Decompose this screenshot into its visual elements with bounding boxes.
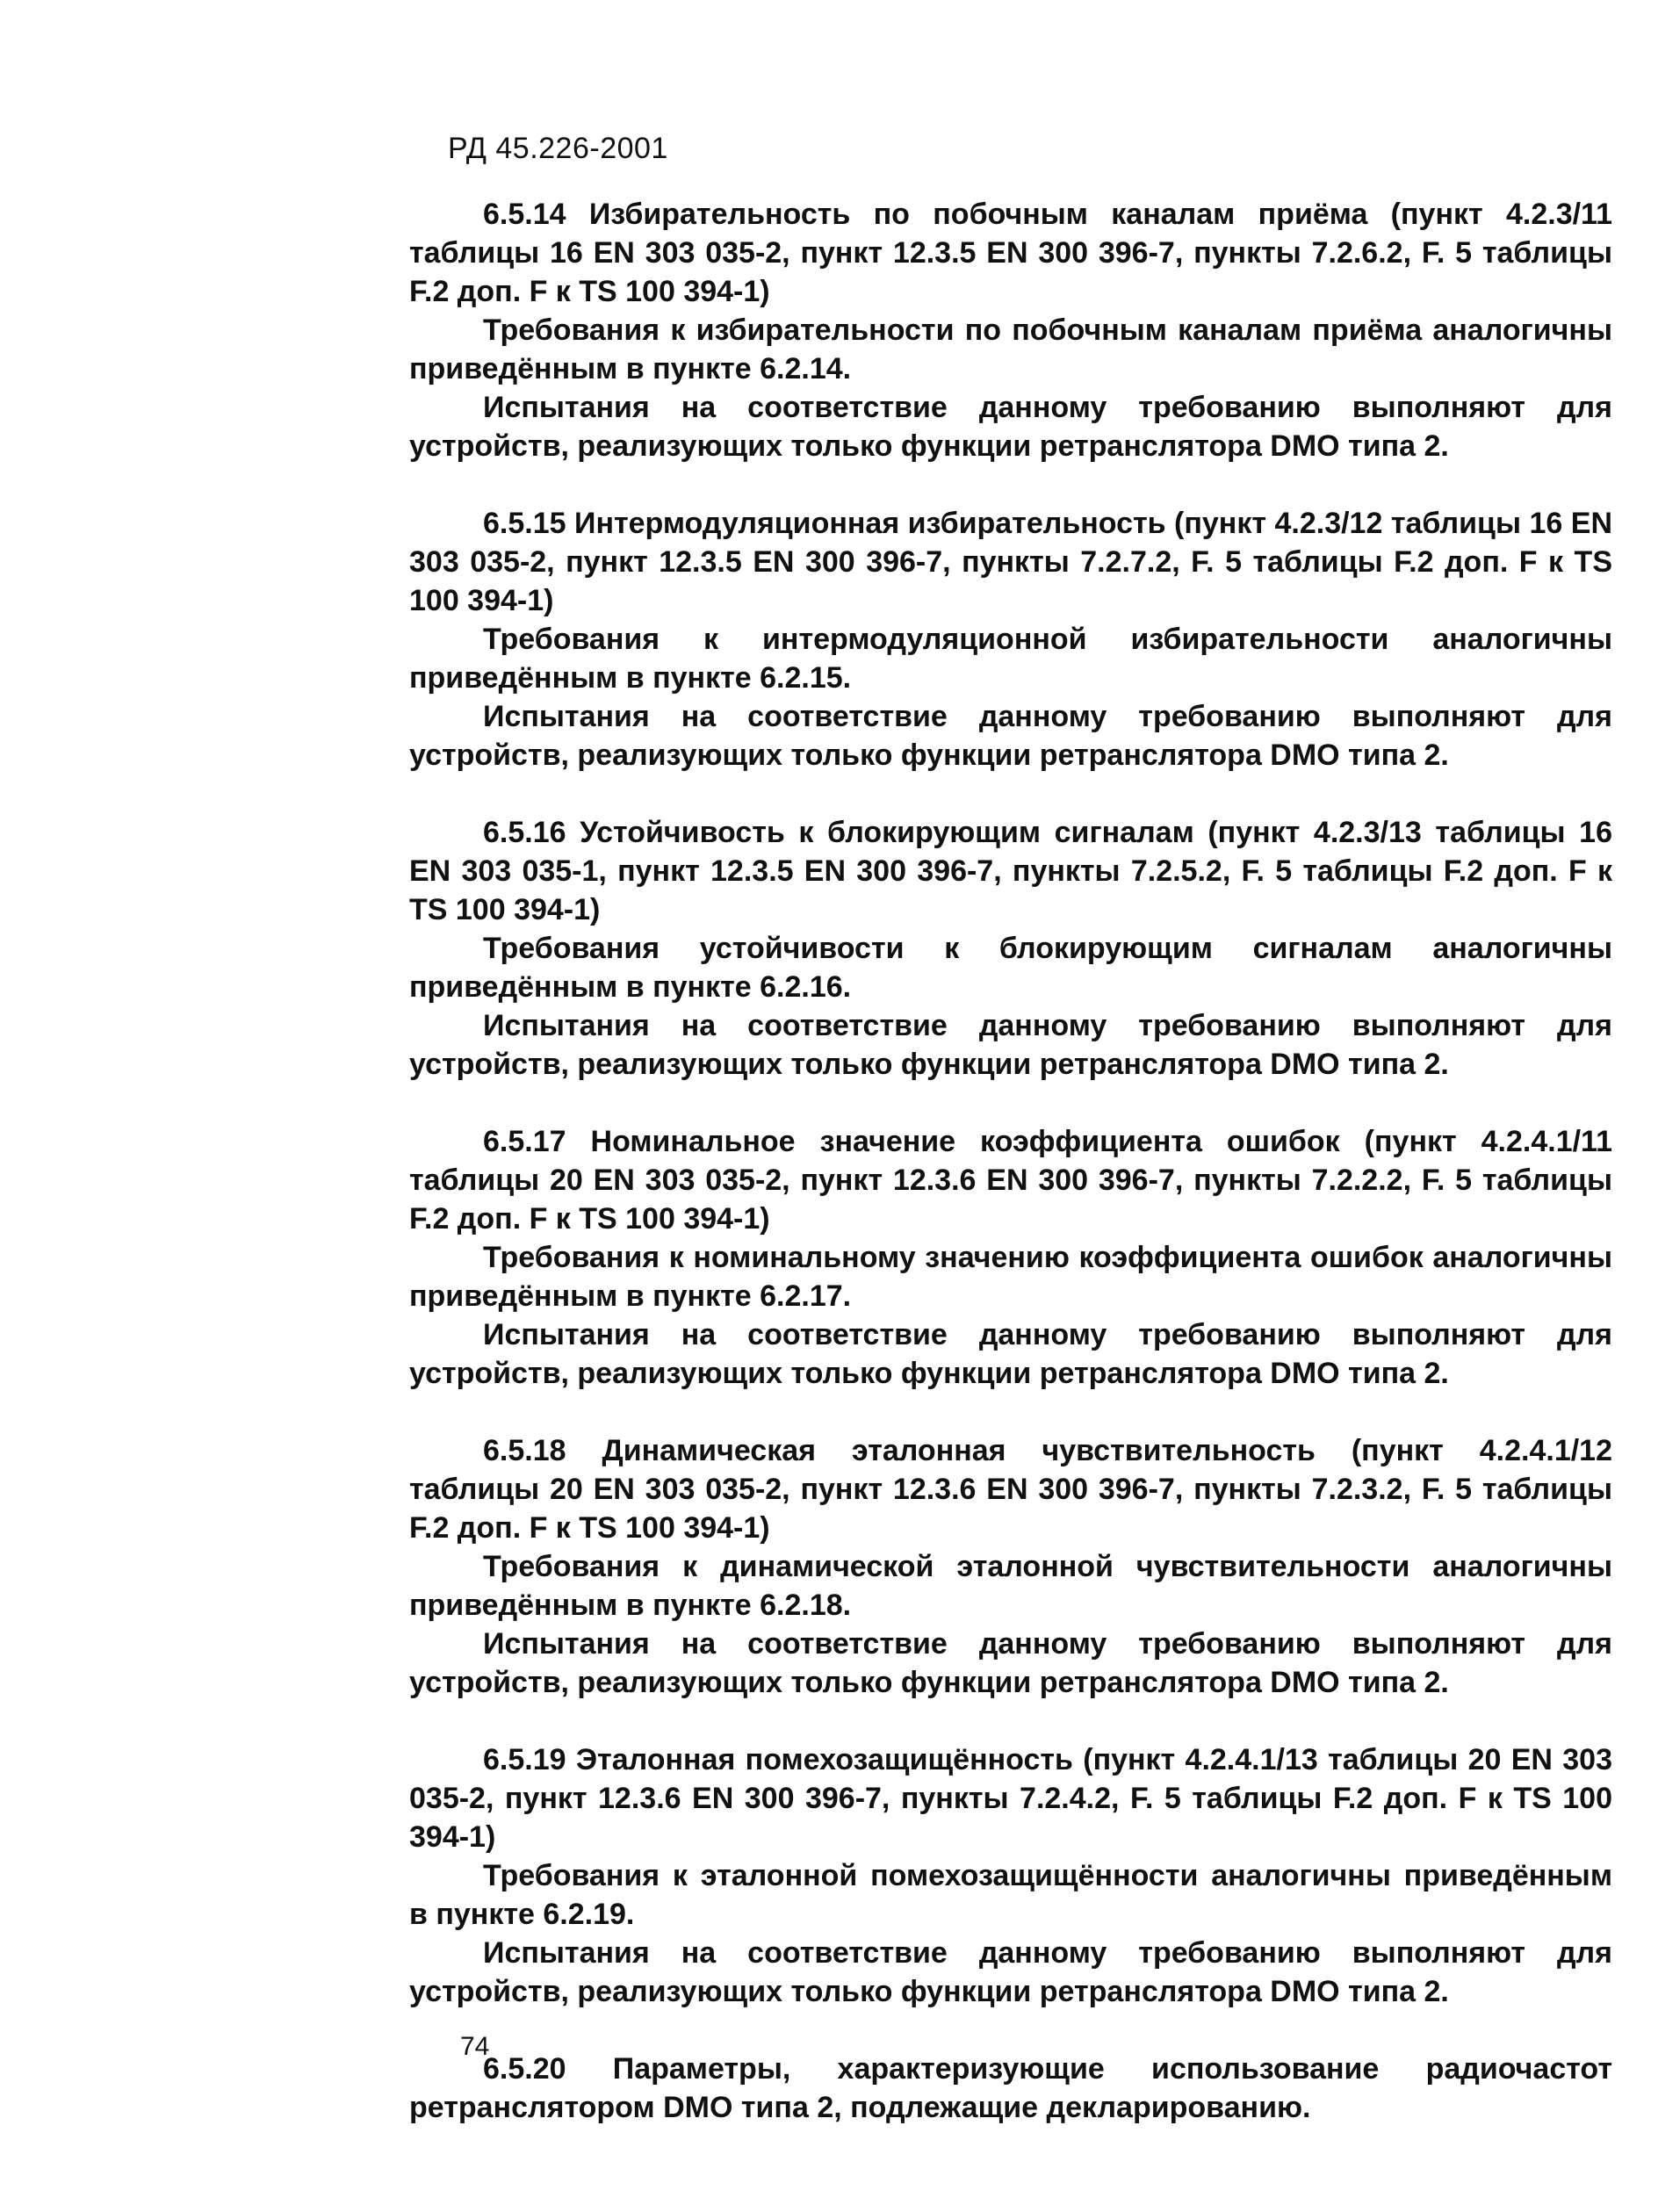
section-testing: Испытания на соответствие данному требованию выполняют для устройств, реализующих только функции ретранслятора DMO типа 2. bbox=[409, 1627, 1612, 1699]
section-requirement: Требования устойчивости к блокирующим сигналам аналогичны приведённым в пункте 6.2.16. bbox=[409, 932, 1612, 1004]
section-testing: Испытания на соответствие данному требованию выполняют для устройств, реализующих только функции ретранслятора DMO типа 2. bbox=[409, 1318, 1612, 1390]
section-heading: 6.5.19 Эталонная помехозащищённость (пункт 4.2.4.1/13 таблицы 20 EN 303 035-2, пункт 12.3.6 EN 300 396-7, пункты 7.2.4.2, F. 5 таблицы F.2 доп. F к TS 100 394-1) bbox=[409, 1743, 1612, 1854]
section-testing: Испытания на соответствие данному требованию выполняют для устройств, реализующих только функции ретранслятора DMO типа 2. bbox=[409, 1936, 1612, 2008]
section-testing: Испытания на соответствие данному требованию выполняют для устройств, реализующих только функции ретранслятора DMO типа 2. bbox=[409, 391, 1612, 463]
document-code: РД 45.226-2001 bbox=[448, 132, 668, 165]
page-content bbox=[409, 195, 1612, 2165]
section-heading: 6.5.14 Избирательность по побочным каналам приёма (пункт 4.2.3/11 таблицы 16 EN 303 035-2, пункт 12.3.5 EN 300 396-7, пункты 7.2.6.2, F. 5 таблицы F.2 доп. F к TS 100 394-1) bbox=[409, 198, 1612, 308]
section-testing: Испытания на соответствие данному требованию выполняют для устройств, реализующих только функции ретранслятора DMO типа 2. bbox=[409, 700, 1612, 772]
section-6-5-20 bbox=[409, 2050, 1612, 2127]
section-heading: 6.5.16 Устойчивость к блокирующим сигналам (пункт 4.2.3/13 таблицы 16 EN 303 035-1, пункт 12.3.5 EN 300 396-7, пункты 7.2.5.2, F. 5 таблицы F.2 доп. F к TS 100 394-1) bbox=[409, 816, 1612, 926]
section-heading: 6.5.15 Интермодуляционная избирательность (пункт 4.2.3/12 таблицы 16 EN 303 035-2, пункт 12.3.5 EN 300 396-7, пункты 7.2.7.2, F. 5 таблицы F.2 доп. F к TS 100 394-1) bbox=[409, 507, 1612, 617]
section-6-5-14 bbox=[409, 195, 1612, 465]
section-6-5-19 bbox=[409, 1740, 1612, 2011]
section-requirement: Требования к номинальному значению коэффициента ошибок аналогичны приведённым в пункте 6.2.17. bbox=[409, 1241, 1612, 1313]
page-number: 74 bbox=[460, 2032, 490, 2061]
section-6-5-16 bbox=[409, 813, 1612, 1084]
section-6-5-18 bbox=[409, 1431, 1612, 1702]
section-testing: Испытания на соответствие данному требованию выполняют для устройств, реализующих только функции ретранслятора DMO типа 2. bbox=[409, 1009, 1612, 1081]
section-heading: 6.5.17 Номинальное значение коэффициента ошибок (пункт 4.2.4.1/11 таблицы 20 EN 303 035-2, пункт 12.3.6 EN 300 396-7, пункты 7.2.2.2, F. 5 таблицы F.2 доп. F к TS 100 394-1) bbox=[409, 1125, 1612, 1236]
section-6-5-17 bbox=[409, 1122, 1612, 1393]
section-6-5-15 bbox=[409, 504, 1612, 775]
section-heading: 6.5.20 Параметры, характеризующие использование радиочастот ретранслятором DMO типа 2, подлежащие декларированию. bbox=[409, 2052, 1612, 2124]
section-heading: 6.5.18 Динамическая эталонная чувствительность (пункт 4.2.4.1/12 таблицы 20 EN 303 035-2, пункт 12.3.6 EN 300 396-7, пункты 7.2.3.2, F. 5 таблицы F.2 доп. F к TS 100 394-1) bbox=[409, 1434, 1612, 1545]
section-requirement: Требования к избирательности по побочным каналам приёма аналогичны приведённым в пункте 6.2.14. bbox=[409, 313, 1612, 385]
section-requirement: Требования к интермодуляционной избирательности аналогичны приведённым в пункте 6.2.15. bbox=[409, 623, 1612, 695]
section-requirement: Требования к эталонной помехозащищённости аналогичны приведённым в пункте 6.2.19. bbox=[409, 1859, 1612, 1931]
section-requirement: Требования к динамической эталонной чувствительности аналогичны приведённым в пункте 6.2.18. bbox=[409, 1550, 1612, 1622]
